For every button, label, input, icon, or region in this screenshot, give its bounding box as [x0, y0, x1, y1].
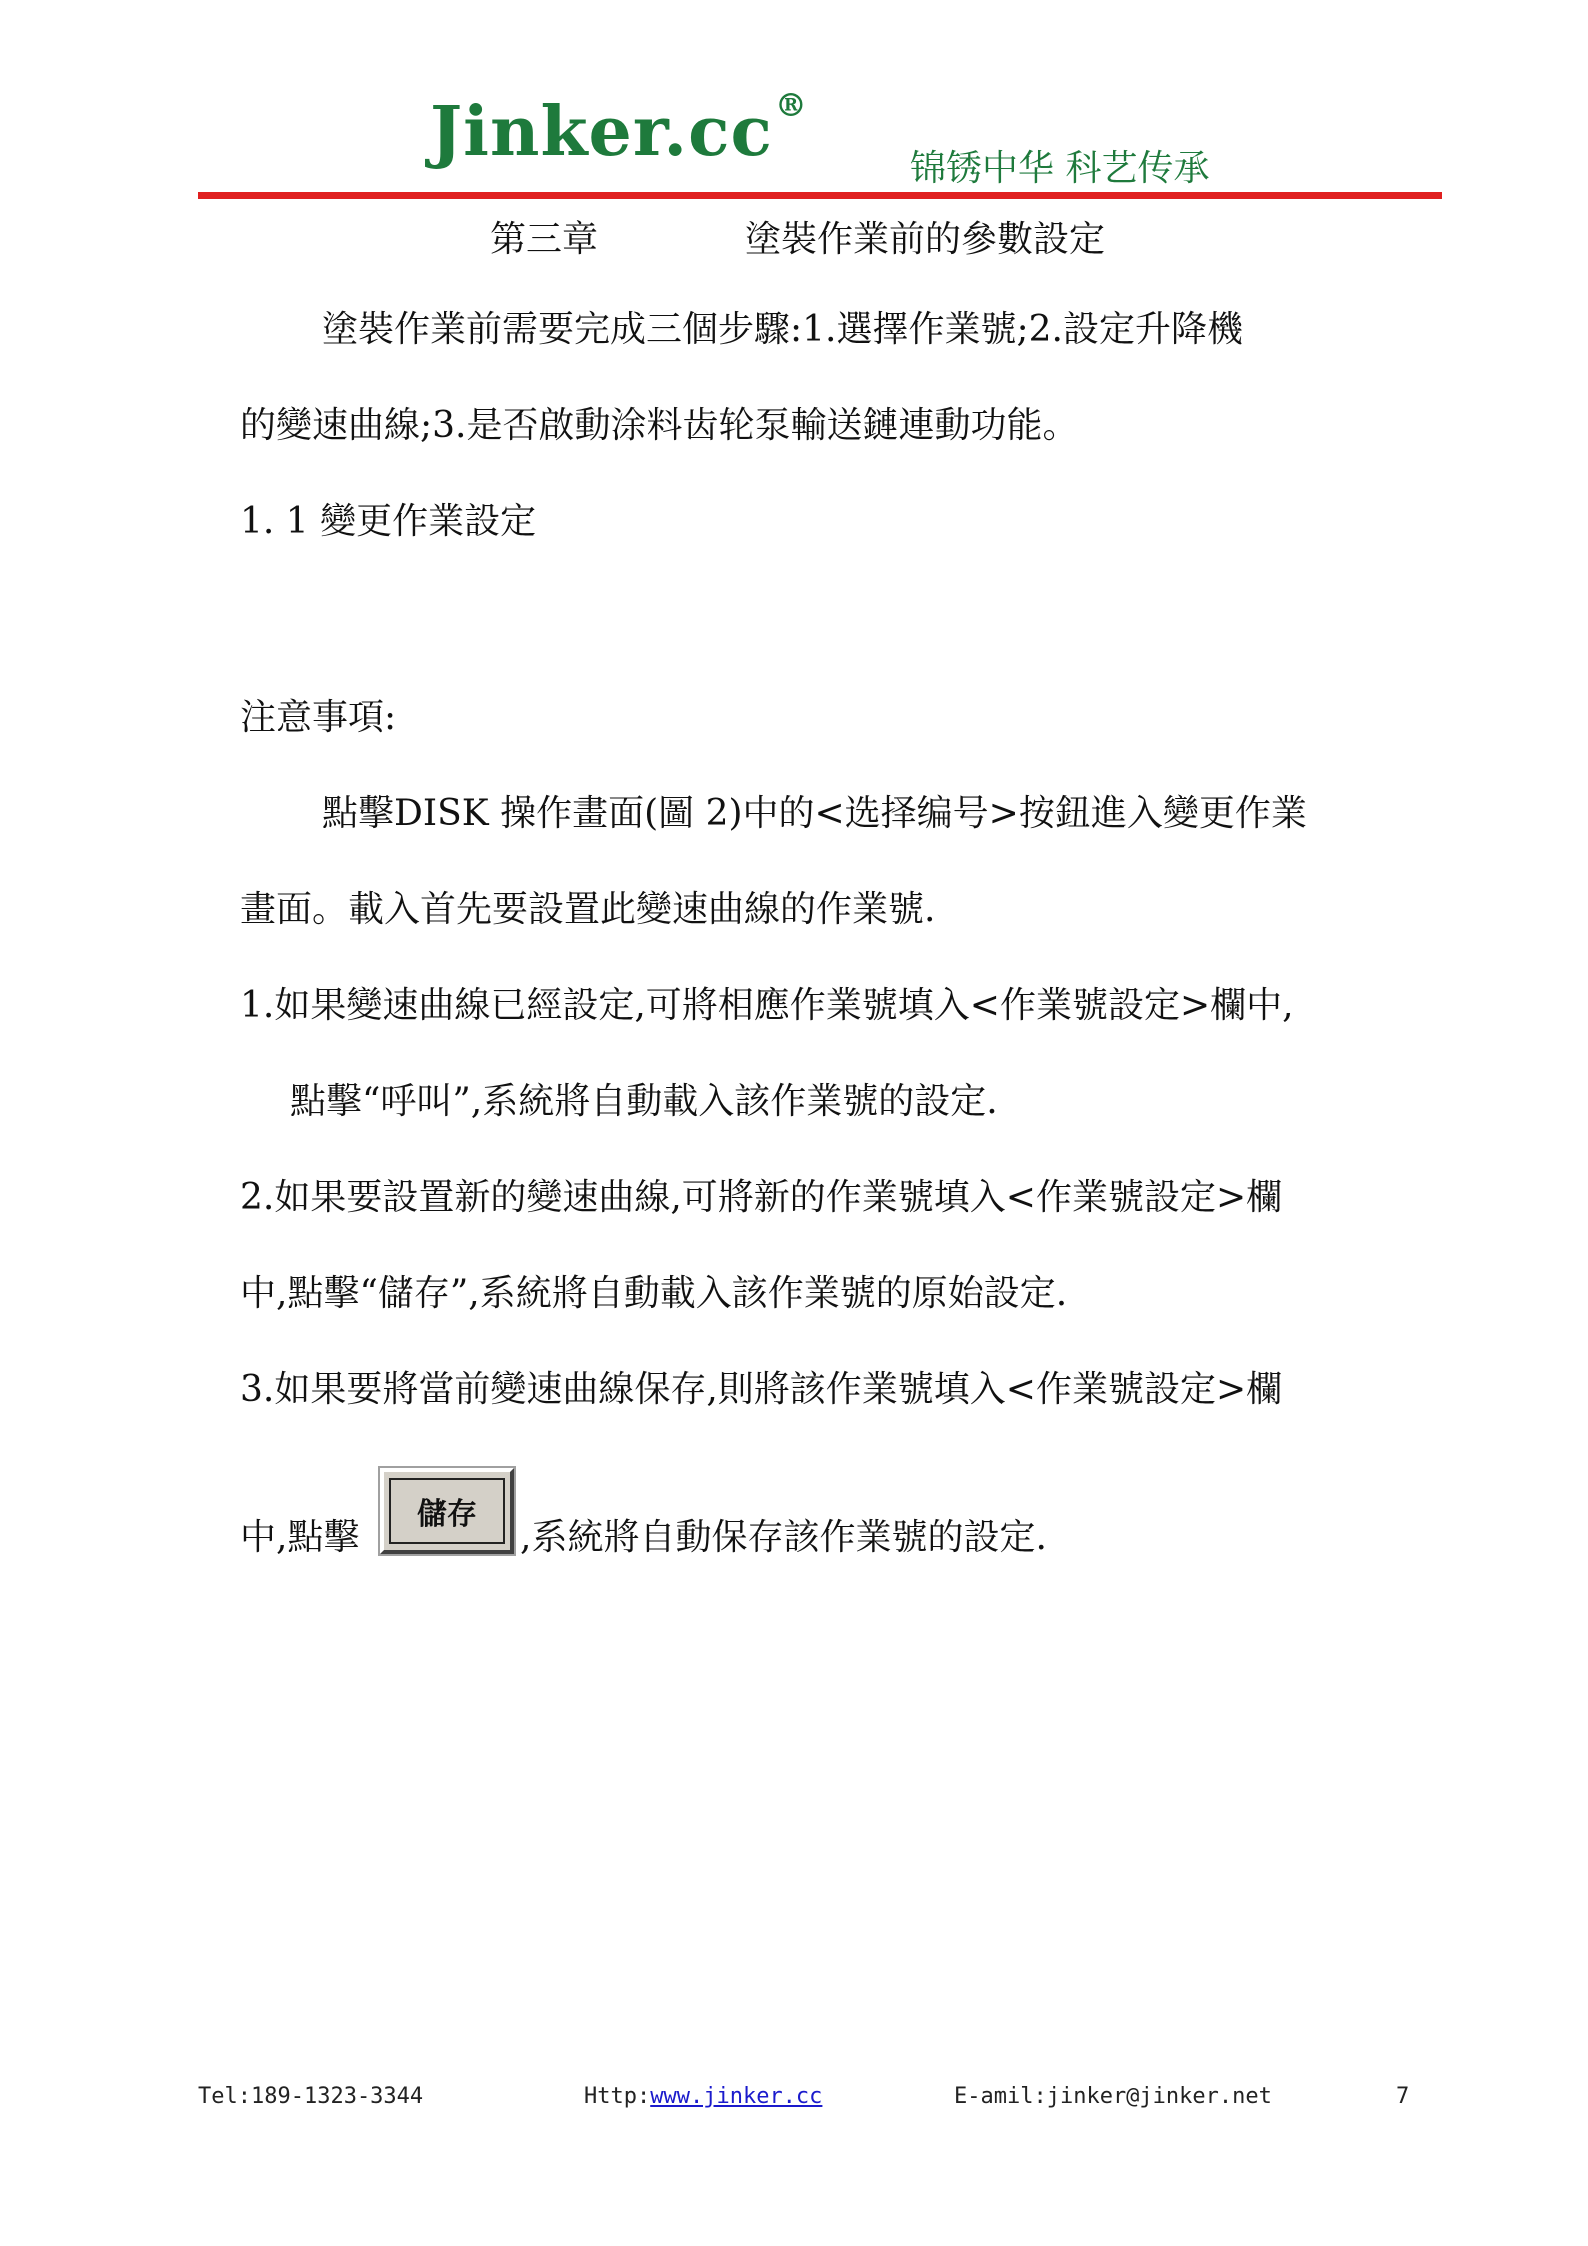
- item-3-line-2-suffix: ,系統將自動保存該作業號的設定.: [520, 1517, 1047, 1558]
- item-1-line-1: 1.如果變速曲線已經設定,可將相應作業號填入<作業號設定>欄中,: [240, 985, 1294, 1026]
- footer-email: E-amil:jinker@jinker.net: [954, 2084, 1272, 2109]
- registered-mark: ®: [774, 86, 808, 124]
- page-number: 7: [1396, 2084, 1410, 2109]
- save-button-label: 儲存: [389, 1478, 505, 1544]
- footer-http: [584, 2084, 822, 2109]
- paragraph-1-line-2: 畫面。載入首先要設置此變速曲線的作業號.: [240, 889, 936, 930]
- section-heading: 1. 1 變更作業設定: [240, 501, 537, 542]
- header-divider: [198, 192, 1442, 199]
- item-2-line-2: 中,點擊“儲存”,系統將自動載入該作業號的原始設定.: [240, 1273, 1068, 1314]
- brand-logo-text: Jinker.cc: [430, 92, 773, 172]
- paragraph-1-line-1: 點擊DISK 操作畫面(圖 2)中的<选择编号>按鈕進入變更作業: [322, 793, 1307, 834]
- brand-slogan: 锦锈中华 科艺传承: [910, 148, 1210, 189]
- intro-line-2: 的變速曲線;3.是否啟動涂料齿轮泵輸送鏈連動功能。: [240, 405, 1079, 446]
- chapter-title: 塗裝作業前的參數設定: [745, 219, 1106, 260]
- footer-http-label: Http:: [584, 2084, 651, 2109]
- item-1-line-2: 點擊“呼叫”,系統將自動載入該作業號的設定.: [290, 1081, 998, 1122]
- footer-tel: Tel:189-1323-3344: [198, 2084, 424, 2109]
- item-3-line-1: 3.如果要將當前變速曲線保存,則將該作業號填入<作業號設定>欄: [240, 1369, 1283, 1410]
- notes-label: 注意事項:: [240, 697, 397, 738]
- website-link[interactable]: www.jinker.cc: [650, 2084, 823, 2109]
- chapter-label: 第三章: [490, 219, 599, 260]
- brand-logo: [430, 86, 808, 172]
- save-button-image: [380, 1468, 514, 1554]
- item-2-line-1: 2.如果要設置新的變速曲線,可將新的作業號填入<作業號設定>欄: [240, 1177, 1283, 1218]
- intro-line-1: 塗裝作業前需要完成三個步驟:1.選擇作業號;2.設定升降機: [322, 309, 1243, 350]
- item-3-line-2-prefix: 中,點擊: [240, 1517, 360, 1558]
